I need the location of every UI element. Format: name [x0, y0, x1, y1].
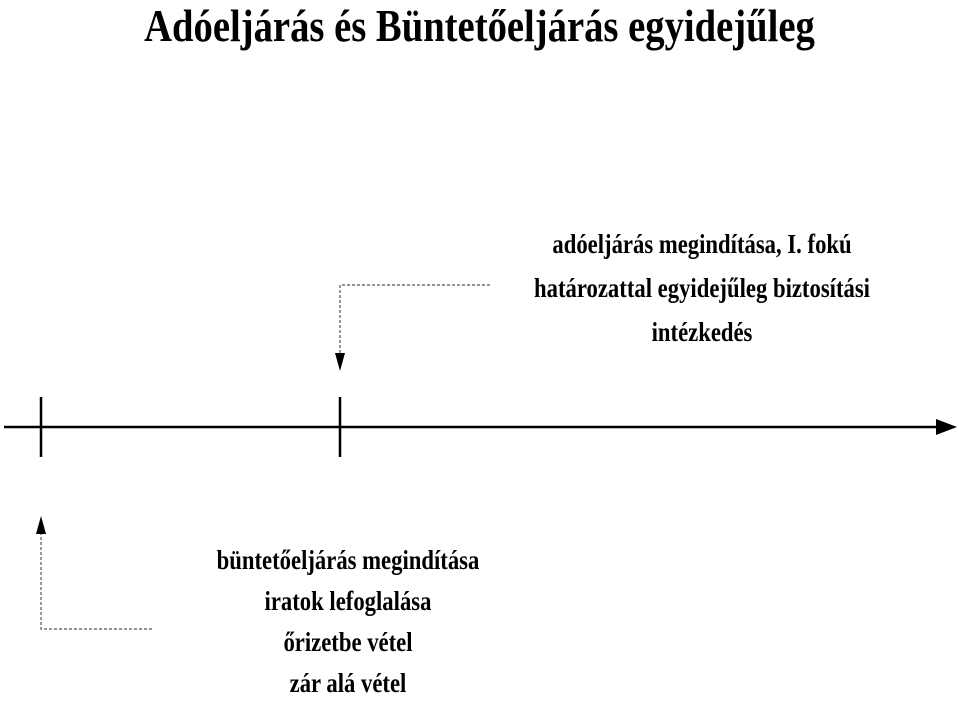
tax-note-line: adóeljárás megindítása, I. fokú [552, 229, 852, 259]
criminal-note-line: büntetőeljárás megindítása [216, 545, 480, 575]
timeline-arrowhead [936, 419, 957, 435]
tax-connector-arrowhead [335, 353, 345, 371]
criminal-note-connector [36, 516, 152, 629]
tax-note-connector [335, 285, 490, 371]
criminal-note-line: zár alá vétel [289, 668, 407, 698]
tax-note-line: intézkedés [651, 317, 753, 347]
criminal-procedure-note [163, 540, 533, 704]
slide-title: Adóeljárás és Büntetőeljárás egyidejűleg [144, 0, 815, 51]
tax-note-line: határozattal egyidejűleg biztosítási [534, 273, 870, 303]
tax-procedure-note [499, 222, 906, 354]
criminal-connector-arrowhead [36, 516, 46, 534]
criminal-note-line: iratok lefoglalása [264, 586, 432, 616]
criminal-note-line: őrizetbe vétel [283, 627, 413, 657]
